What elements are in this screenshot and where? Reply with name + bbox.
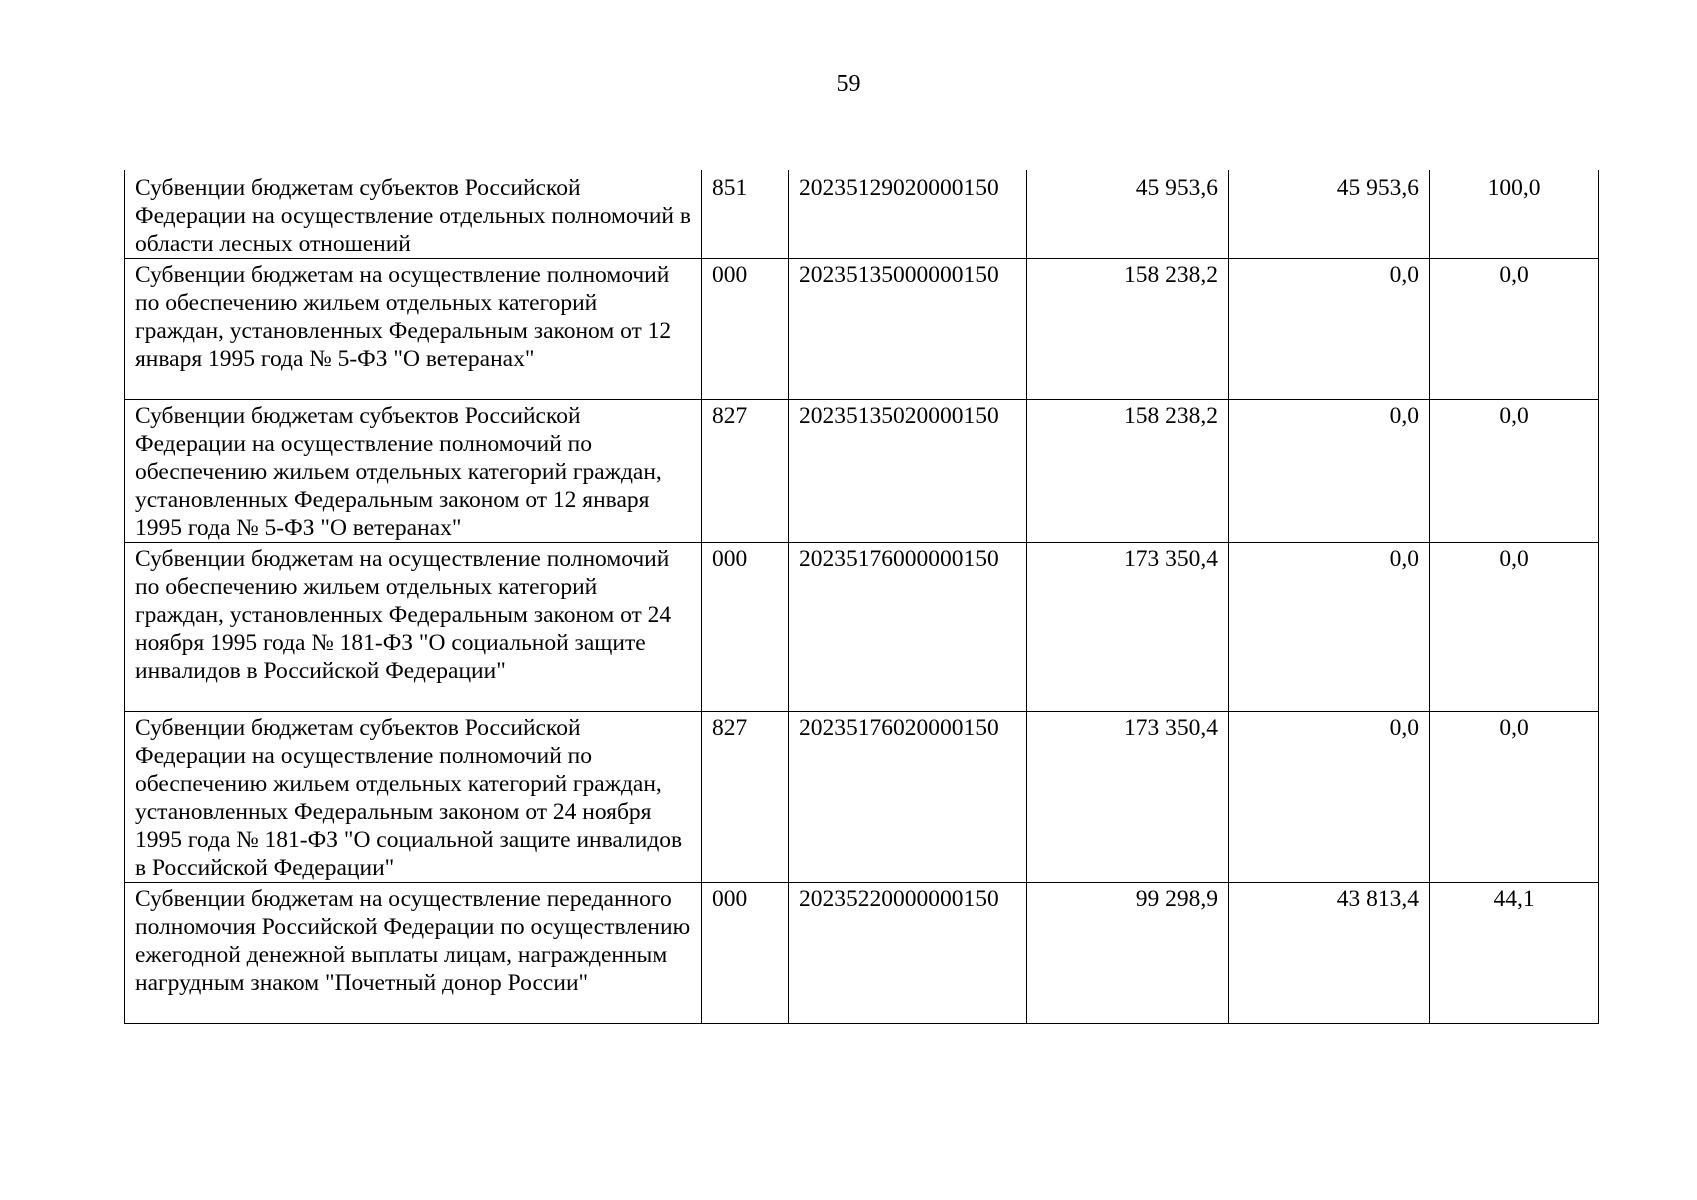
row-classification-code-cell: 20235135020000150: [789, 400, 1027, 543]
row-name-cell: Субвенции бюджетам субъектов Российской Федерации на осуществление полномочий по обеспечению жильем отдельных категорий граждан, установленных Федеральным законом от 12 января 1995 года № 5-ФЗ "О ветеранах": [125, 400, 702, 543]
row-plan-amount-cell: 173 350,4: [1027, 712, 1229, 883]
row-fact-amount-cell: 0,0: [1229, 400, 1430, 543]
row-percent-cell: 0,0: [1430, 259, 1599, 400]
row-classification-code-cell: 20235176000000150: [789, 543, 1027, 712]
row-classification-code-cell: 20235220000000150: [789, 883, 1027, 1024]
table-row: [125, 543, 1599, 712]
row-fact-amount-cell: 0,0: [1229, 712, 1430, 883]
table-row: [125, 883, 1599, 1024]
row-plan-amount-cell: 99 298,9: [1027, 883, 1229, 1024]
table-row: [125, 170, 1599, 259]
row-name-cell: Субвенции бюджетам на осуществление переданного полномочия Российской Федерации по осуществлению ежегодной денежной выплаты лицам, награжденным нагрудным знаком "Почетный донор России": [125, 883, 702, 1024]
table-row: [125, 712, 1599, 883]
row-plan-amount-cell: 158 238,2: [1027, 259, 1229, 400]
row-classification-code-cell: 20235135000000150: [789, 259, 1027, 400]
row-admin-code-cell: 000: [702, 543, 789, 712]
row-name-cell: Субвенции бюджетам субъектов Российской Федерации на осуществление полномочий по обеспечению жильем отдельных категорий граждан, установленных Федеральным законом от 24 ноября 1995 года № 181-ФЗ "О социальной защите инвалидов в Российской Федерации": [125, 712, 702, 883]
row-admin-code-cell: 000: [702, 883, 789, 1024]
row-percent-cell: 100,0: [1430, 170, 1599, 259]
row-percent-cell: 0,0: [1430, 543, 1599, 712]
row-classification-code-cell: 20235176020000150: [789, 712, 1027, 883]
row-admin-code-cell: 851: [702, 170, 789, 259]
row-name-cell: Субвенции бюджетам на осуществление полномочий по обеспечению жильем отдельных категорий граждан, установленных Федеральным законом от 24 ноября 1995 года № 181-ФЗ "О социальной защите инвалидов в Российской Федерации": [125, 543, 702, 712]
row-percent-cell: 44,1: [1430, 883, 1599, 1024]
row-name-cell: Субвенции бюджетам субъектов Российской Федерации на осуществление отдельных полномочий в области лесных отношений: [125, 170, 702, 259]
row-fact-amount-cell: 43 813,4: [1229, 883, 1430, 1024]
row-percent-cell: 0,0: [1430, 712, 1599, 883]
row-name-cell: Субвенции бюджетам на осуществление полномочий по обеспечению жильем отдельных категорий граждан, установленных Федеральным законом от 12 января 1995 года № 5-ФЗ "О ветеранах": [125, 259, 702, 400]
row-classification-code-cell: 20235129020000150: [789, 170, 1027, 259]
page-number: 59: [836, 71, 861, 97]
row-plan-amount-cell: 158 238,2: [1027, 400, 1229, 543]
row-fact-amount-cell: 45 953,6: [1229, 170, 1430, 259]
row-fact-amount-cell: 0,0: [1229, 259, 1430, 400]
row-admin-code-cell: 827: [702, 400, 789, 543]
row-percent-cell: 0,0: [1430, 400, 1599, 543]
table-row: [125, 400, 1599, 543]
row-plan-amount-cell: 45 953,6: [1027, 170, 1229, 259]
row-fact-amount-cell: 0,0: [1229, 543, 1430, 712]
budget-table: [124, 170, 1599, 1024]
row-plan-amount-cell: 173 350,4: [1027, 543, 1229, 712]
table-row: [125, 259, 1599, 400]
row-admin-code-cell: 000: [702, 259, 789, 400]
row-admin-code-cell: 827: [702, 712, 789, 883]
